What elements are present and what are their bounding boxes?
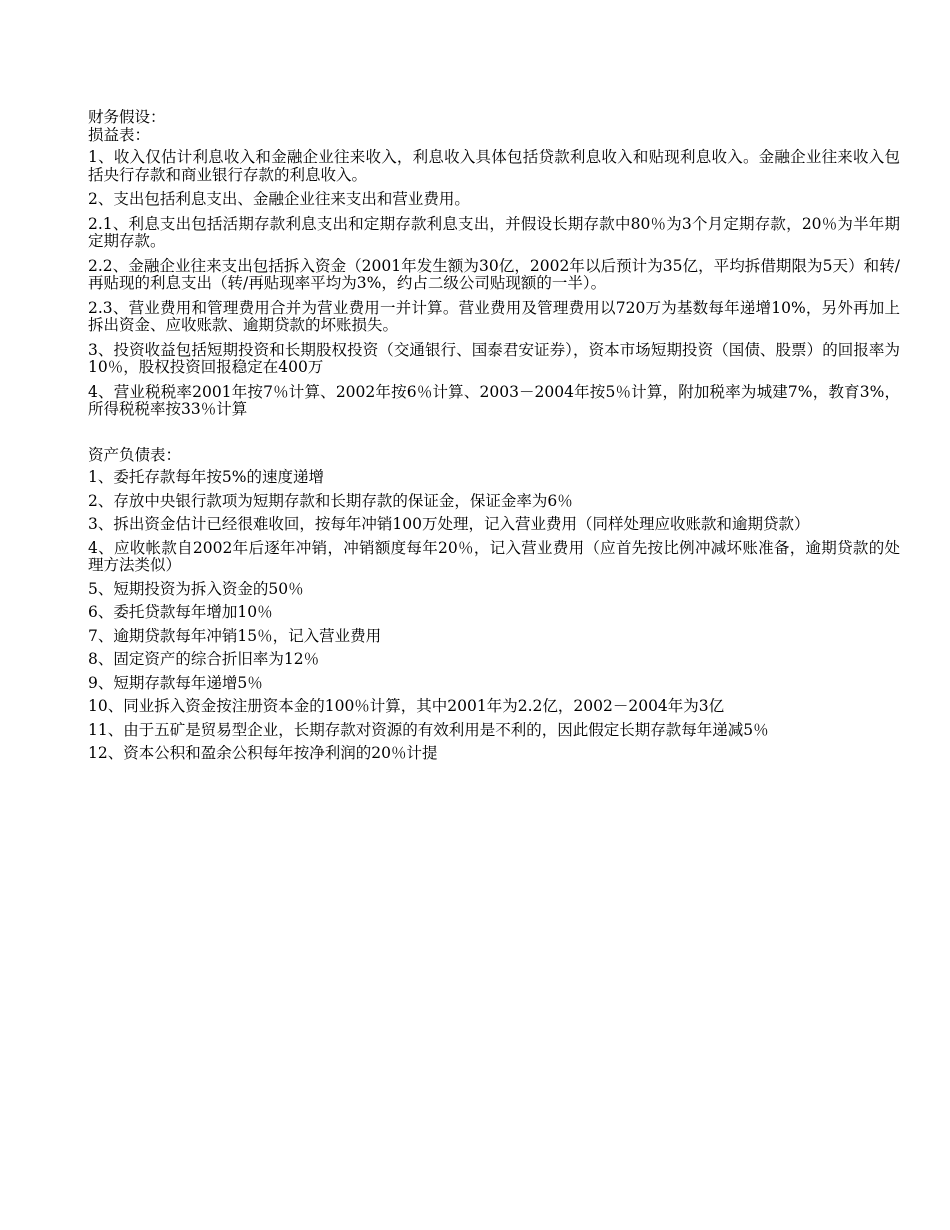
- balance-item-2: 2、存放中央银行款项为短期存款和长期存款的保证金，保证金率为6％: [88, 491, 573, 510]
- balance-item-6: 6、委托贷款每年增加10％: [88, 603, 273, 621]
- income-item-3: 3、投资收益包括短期投资和长期股权投资（交通银行、国泰君安证券），资本市场短期投资（国债、股票）的回报率为10％，股权投资回报稳定在400万: [88, 340, 900, 376]
- balance-item-12: 12、资本公积和盈余公积每年按净利润的20％计提: [88, 744, 438, 762]
- income-item-2-2: 2.2、金融企业往来支出包括拆入资金（2001年发生额为30亿，2002年以后预计为35亿，平均拆借期限为5天）和转/再贴现的利息支出（转/再贴现率平均为3%，约占二级公司贴现额的一半）。: [88, 256, 900, 292]
- income-item-1: 1、收入仅估计利息收入和金融企业往来收入，利息收入具体包括贷款利息收入和贴现利息收入。金融企业往来收入包括央行存款和商业银行存款的利息收入。: [88, 148, 900, 184]
- balance-item-11: 11、由于五矿是贸易型企业，长期存款对资源的有效利用是不利的，因此假定长期存款每年递减5％: [88, 720, 769, 739]
- balance-item-1: 1、委托存款每年按5%的速度递增: [88, 468, 324, 486]
- financial-assumptions-title: 财务假设：: [88, 108, 166, 126]
- income-item-2-3: 2.3、营业费用和管理费用合并为营业费用一并计算。营业费用及管理费用以720万为基数每年递增10%，另外再加上拆出资金、应收账款、逾期贷款的坏账损失。: [88, 298, 900, 334]
- balance-item-4: 4、应收帐款自2002年后逐年冲销，冲销额度每年20％，记入营业费用（应首先按比例冲减坏账准备，逾期贷款的处理方法类似）: [88, 538, 900, 574]
- balance-item-5: 5、短期投资为拆入资金的50％: [88, 579, 304, 598]
- income-statement-title: 损益表：: [88, 125, 151, 144]
- balance-item-8: 8、固定资产的综合折旧率为12％: [88, 650, 320, 668]
- income-item-4: 4、营业税税率2001年按7％计算、2002年按6％计算、2003－2004年按5％计算，附加税率为城建7%，教育3%，所得税税率按33％计算: [88, 382, 900, 418]
- balance-item-10: 10、同业拆入资金按注册资本金的100％计算，其中2001年为2.2亿，2002－2004年为3亿: [88, 697, 725, 715]
- section-spacer: [88, 426, 900, 447]
- balance-item-7: 7、逾期贷款每年冲销15％，记入营业费用: [88, 626, 382, 645]
- income-item-2: 2、支出包括利息支出、金融企业往来支出和营业费用。: [88, 190, 470, 208]
- document-body: [88, 109, 900, 769]
- income-item-2-1: 2.1、利息支出包括活期存款利息支出和定期存款利息支出，并假设长期存款中80％为3个月定期存款，20％为半年期定期存款。: [88, 214, 900, 250]
- balance-sheet-title: 资产负债表：: [88, 445, 182, 464]
- balance-item-3: 3、拆出资金估计已经很难收回，按每年冲销100万处理，记入营业费用（同样处理应收账款和逾期贷款）: [88, 515, 810, 533]
- balance-item-9: 9、短期存款每年递增5％: [88, 673, 263, 692]
